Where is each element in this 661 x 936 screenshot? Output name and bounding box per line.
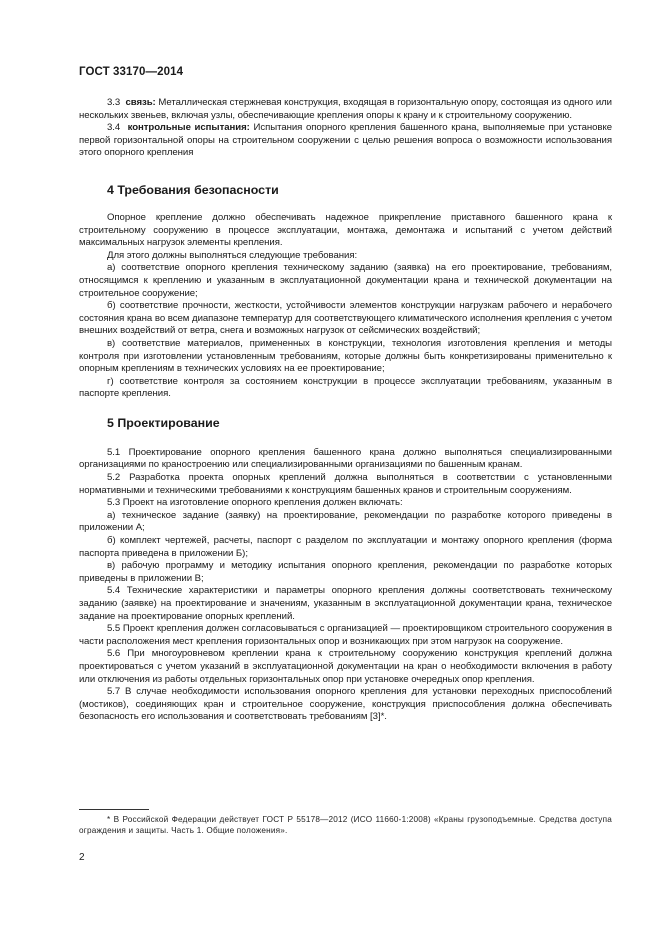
section-4-list-item-v: в) соответствие материалов, примененных в конструкции, технология изготовления крепления и методы контроля при изготовлении установленным требованиям, которые должны быть конкретизированы применительно к опорным креплениям в технических условиях на ее проектирование; xyxy=(79,337,612,375)
term-3-3 xyxy=(79,97,612,122)
clause-5-6: 5.6 При многоуровневом креплении крана к строительному сооружению конструкция креплений должна проектироваться с учетом указаний в эксплуатационной документации на кран о необходимости включения в работу или отключения из работы отдельных горизонтальных опор при установке очередных опор крепления. xyxy=(79,648,612,685)
section-4-list-item-a: а) соответствие опорного крепления техническому заданию (заявка) на его проектирование, требованиям, относящимся к креплению и указанным в эксплуатационной документации крана и технической документации на строительное сооружение; xyxy=(79,262,612,299)
footnote-divider xyxy=(79,809,149,810)
clause-5-7: 5.7 В случае необходимости использования опорного крепления для установки переходных приспособлений (мостиков), соединяющих кран и строительное сооружение, конструкция приспособления должна обеспечивать безопасность его использования и соответствовать требованиям [3]*. xyxy=(79,686,612,723)
document-header-id: ГОСТ 33170—2014 xyxy=(79,66,184,78)
clause-5-2: 5.2 Разработка проекта опорных креплений должна выполняться в соответствии с установленными нормативными и техническими требованиями к конструкциям башенных кранов и строительным сооружениям. xyxy=(79,472,612,496)
clause-5-3-item-a: а) техническое задание (заявку) на проектирование, рекомендации по разработке которого приведены в приложении А; xyxy=(79,509,612,534)
section-4-list-item-g: г) соответствие контроля за состоянием конструкции в процессе эксплуатации требованиям, указанным в паспорте крепления. xyxy=(79,375,612,400)
footnote: * В Российской Федерации действует ГОСТ Р 55178—2012 (ИСО 11660-1:2008) «Краны грузоподъемные. Средства доступа ограждения и защиты. Часть 1. Общие положения». xyxy=(79,815,612,835)
clause-5-1: 5.1 Проектирование опорного крепления башенного крана должно выполняться специализированными организациями по краностроению или специализированными организациями по башенным кранам. xyxy=(79,446,612,471)
term-number: 3.4 xyxy=(107,122,121,134)
clause-5-3-item-b: б) комплект чертежей, расчеты, паспорт с разделом по эксплуатации и монтажу опорного крепления (форма паспорта приведена в приложении Б); xyxy=(79,535,612,559)
section-4-list-item-b: б) соответствие прочности, жесткости, устойчивости элементов конструкции нагрузкам рабочего и нерабочего состояния крана во всем диапазоне температур для соответствующего климатического исполнения крепления с учетом внешних воздействий от ветра, снега и возможных нагрузок от сейсмических воздействий; xyxy=(79,300,612,337)
term-definition: Испытания опорного крепления башенного крана, выполняемые при установке первой горизонтальной опоры на строительном сооружении с целью решения вопроса о возможности использования этого опорного крепления xyxy=(79,122,613,159)
term-definition: Металлическая стержневая конструкция, входящая в горизонтальную опору, состоящая из одного или нескольких звеньев, включая узлы, обеспечивающие крепления опоры к крану и к строительному сооружению. xyxy=(79,97,612,121)
section-4-heading: 4 Требования безопасности xyxy=(107,182,279,197)
clause-5-3: 5.3 Проект на изготовление опорного крепления должен включать: xyxy=(107,497,403,509)
page-number: 2 xyxy=(79,852,85,863)
section-5-heading: 5 Проектирование xyxy=(107,415,220,430)
clause-5-4: 5.4 Технические характеристики и параметры опорного крепления должны соответствовать техническому заданию (заявке) на проектирование и значениям, указанным в эксплуатационной документации крана, техническое задание на проектирование опорных креплений. xyxy=(79,585,612,622)
term-3-4 xyxy=(79,122,612,160)
clause-5-5: 5.5 Проект крепления должен согласовываться с организацией — проектировщиком строительного сооружения в части расположения мест крепления горизонтальных опор и возникающих при этом нагрузок на сооружение. xyxy=(79,623,612,647)
term-name: контрольные испытания: xyxy=(127,122,250,134)
clause-5-3-item-v: в) рабочую программу и методику испытания опорного крепления, рекомендации по разработке которых приведены в приложении В; xyxy=(79,560,612,584)
section-4-paragraph: Опорное крепление должно обеспечивать надежное прикрепление приставного башенного крана к строительному сооружению в процессе эксплуатации, монтажа, демонтажа и испытаний с учетом действий максимальных нагрузок элементы крепления. xyxy=(79,211,612,249)
section-4-paragraph: Для этого должны выполняться следующие требования: xyxy=(107,249,358,261)
page-content xyxy=(79,97,612,724)
term-name: связь: xyxy=(125,97,156,108)
term-number: 3.3 xyxy=(107,97,121,108)
